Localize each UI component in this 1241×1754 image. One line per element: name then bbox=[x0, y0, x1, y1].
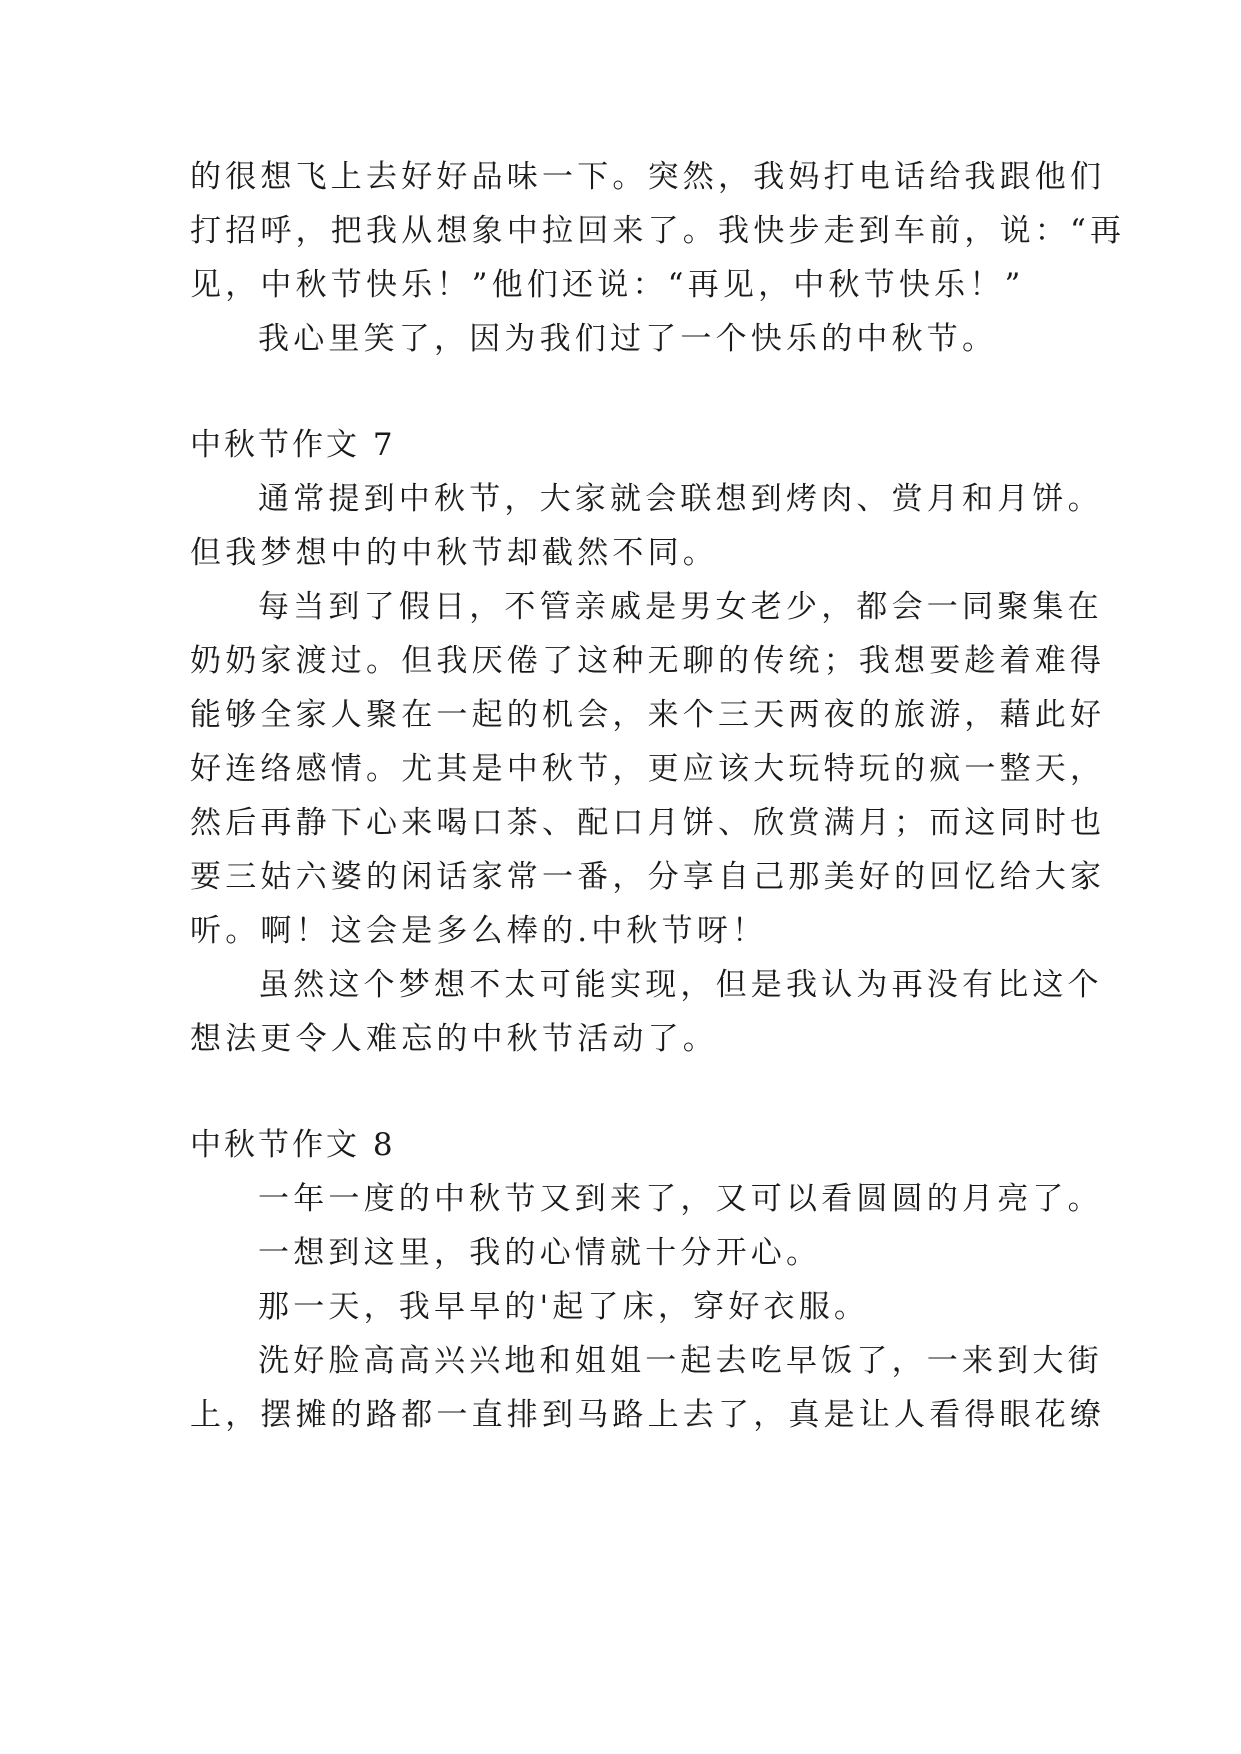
paragraph-line: 能够全家人聚在一起的机会，来个三天两夜的旅游，藉此好 bbox=[190, 697, 1106, 733]
paragraph-line: 听。啊！这会是多么棒的.中秋节呀！ bbox=[190, 913, 768, 949]
paragraph-line: 见，中秋节快乐！”他们还说：“再见，中秋节快乐！” bbox=[190, 267, 1025, 303]
paragraph-line: 每当到了假日，不管亲戚是男女老少，都会一同聚集在 bbox=[258, 589, 1103, 625]
paragraph-line: 那一天，我早早的'起了床，穿好衣服。 bbox=[258, 1289, 870, 1325]
paragraph-line: 然后再静下心来喝口茶、配口月饼、欣赏满月；而这同时也 bbox=[190, 805, 1106, 841]
section-heading-7: 中秋节作文 7 bbox=[190, 427, 396, 463]
paragraph-line: 想法更令人难忘的中秋节活动了。 bbox=[190, 1021, 718, 1057]
paragraph-line: 洗好脸高高兴兴地和姐姐一起去吃早饭了，一来到大街 bbox=[258, 1343, 1103, 1379]
paragraph-line: 一年一度的中秋节又到来了，又可以看圆圆的月亮了。 bbox=[258, 1181, 1103, 1217]
paragraph-line: 要三姑六婆的闲话家常一番，分享自己那美好的回忆给大家 bbox=[190, 859, 1106, 895]
paragraph-line: 上，摆摊的路都一直排到马路上去了，真是让人看得眼花缭 bbox=[190, 1397, 1106, 1433]
paragraph-line: 一想到这里，我的心情就十分开心。 bbox=[258, 1235, 822, 1271]
paragraph-line: 打招呼，把我从想象中拉回来了。我快步走到车前，说：“再 bbox=[190, 213, 1126, 249]
paragraph-line: 我心里笑了，因为我们过了一个快乐的中秋节。 bbox=[258, 321, 998, 357]
paragraph-line: 虽然这个梦想不太可能实现，但是我认为再没有比这个 bbox=[258, 967, 1103, 1003]
paragraph-line: 奶奶家渡过。但我厌倦了这种无聊的传统；我想要趁着难得 bbox=[190, 643, 1106, 679]
paragraph-line: 但我梦想中的中秋节却截然不同。 bbox=[190, 535, 718, 571]
paragraph-line: 好连络感情。尤其是中秋节，更应该大玩特玩的疯一整天， bbox=[190, 751, 1106, 787]
paragraph-line: 的很想飞上去好好品味一下。突然，我妈打电话给我跟他们 bbox=[190, 159, 1106, 195]
paragraph-line: 通常提到中秋节，大家就会联想到烤肉、赏月和月饼。 bbox=[258, 481, 1103, 517]
section-heading-8: 中秋节作文 8 bbox=[190, 1127, 396, 1163]
